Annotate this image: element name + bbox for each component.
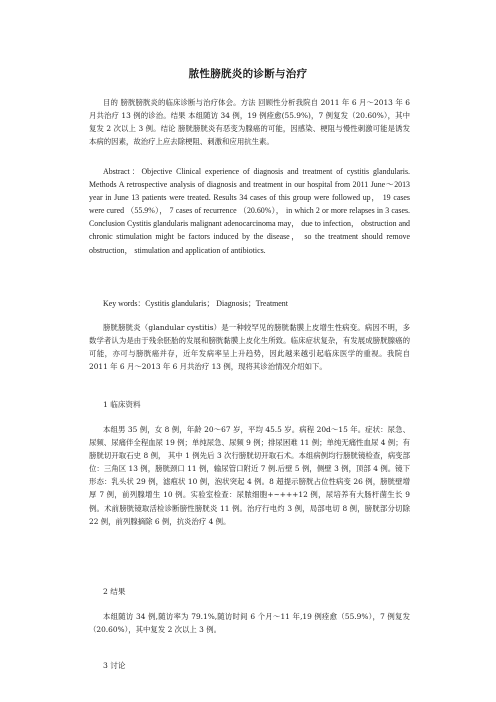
section-2-body: 本组随访 34 例,随访率为 79.1%,随访时间 6 个月～11 年,19 例痊愈（55.9%），7 例复发（20.60%），其中复发 2 次以上 3 例。: [89, 612, 410, 635]
section-2-heading: 2 结果: [103, 587, 126, 596]
document-title: 脓性膀胱炎的诊断与治疗: [188, 68, 308, 80]
section-1-heading: 1 临床资料: [103, 400, 141, 409]
keywords: Key words：Cystitis glandularis； Diagnosis；Treatment: [103, 299, 288, 308]
section-3-heading: 3 讨论: [103, 661, 126, 670]
abstract-english: Abstract：Objective Clinical experience of diagnosis and treatment of cystitis glandularis. Methods A retrospective analysis of diagnosis and treatment in our hospital from 2011 June～2013 year in June 13 patients were treated. Results 34 cases of this group were followed up， 19 cases were cured （55.9%）， 7 cases of recurrence （20.60%）， in which 2 or more relapses in 3 cases. Conclusion Cystitis glandularis malignant adenocarcinoma may， due to infection， obstruction and chronic stimulation might be factors induced by the disease， so the treatment should remove obstruction， stimulation and application of antibiotics.: [89, 167, 410, 255]
introduction-paragraph: 膀胱膀胱炎（glandular cystitis）是一种较罕见的膀胱黏膜上皮增生性病变。病因不明，多数学者认为是由于残余胚胎的发展和膀胱黏膜上皮化生所致。临床症状复杂，有发展成膀胱腺癌的可能，亦可与膀胱癌并存，近年发病率呈上升趋势，因此越来越引起临床医学的重视。我院自 2011 年 6 月～2013 年 6 月共治疗 13 例，现将其诊治情况介绍如下。: [89, 323, 410, 372]
section-1-body: 本组男 35 例，女 8 例，年龄 20～67 岁，平均 45.5 岁。病程 20d～15 年。症状：尿急、尿频、尿痛伴全程血尿 19 例；单纯尿急、尿频 9 例；排尿困难 11 例；单纯无痛性血尿 4 例；有膀胱切开取石史 8 例， 其中 1 例先后 3 次行膀胱切开取石术。本组病例均行膀胱镜检查，病变部位：三角区 13 例，膀胱颈口 11 例，输尿管口附近 7 例.后壁 5 例，侧壁 3 例，顶部 4 例。镜下形态：乳头状 29 例，滤疱状 10 例，泡状突起 4 例。8 超提示膀胱占位性病变 26 例，膀胱壁增厚 7 例，前列腺增生 10 例。实验室检查：尿脓细胞+~+++12 例，尿培养有大肠杆菌生长 9 例。术前膀胱镜取活检诊断膀性膀胱炎 11 例。治疗行电灼 3 例，局部电切 8 例，膀胱部分切除 22 例，前列腺摘除 6 例，抗炎治疗 4 例。: [89, 425, 410, 526]
abstract-chinese: 目的 膀胱膀胱炎的临床诊断与治疗体会。方法 回顾性分析我院自 2011 年 6 月～2013 年 6 月共治疗 13 例的诊治。结果 本组随访 34 例，19 例痊愈(55.9%)，7 例复发（20.60%），其中复发 2 次以上 3 例。结论 膀胱膀胱炎有恶变为腺癌的可能，因感染、梗阻与慢性刺激可能是诱发本病的因素，故治疗上应去除梗阻、刺激和应用抗生素。: [89, 98, 410, 147]
